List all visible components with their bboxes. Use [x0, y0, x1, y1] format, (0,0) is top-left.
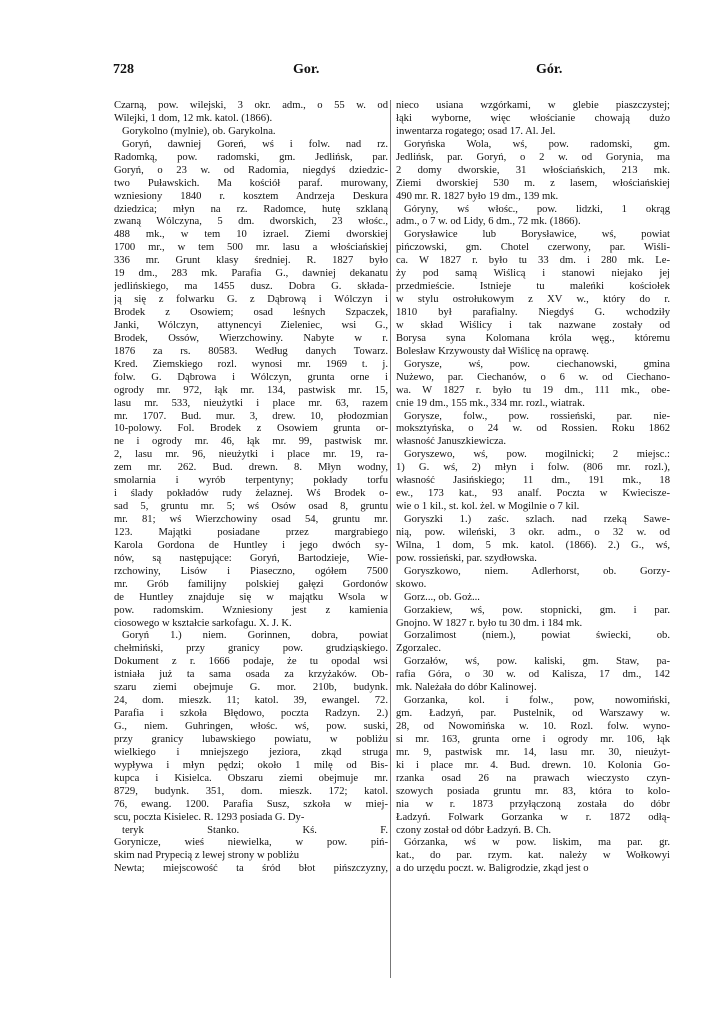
- text-line: Goryszki 1.) zaśc. szlach. nad rzeką Sawe-: [404, 514, 670, 525]
- text-line: Nużewo, par. Ciechanów, o 6 w. od Ciechano-: [396, 371, 670, 383]
- text-line: Karola Gordona de Huntley i jego dwóch sy-: [114, 539, 388, 551]
- text-line: smolarnia i wyrób terpentyny; pokłady torfu: [114, 475, 388, 487]
- text-line: Jedlińsk, par. Goryń, o 2 w. od Gorynia, ma: [396, 151, 670, 163]
- left-running-head: Gor.: [293, 62, 320, 77]
- text-line: czony został od dóbr Ładzyń. B. Ch.: [396, 824, 552, 836]
- text-line: wie o 1 kil., st. kol. żel. w Mogilnie o 7 kil.: [396, 501, 580, 513]
- right-running-head: Gór.: [536, 62, 563, 77]
- text-line: pow. rossieński, par. szydłowska.: [396, 552, 537, 564]
- text-line: 1810 był parafialny. Niegdyś G. wchodziły: [396, 307, 670, 318]
- text-line: 10-polowy. Fol. Brodek z Osowiem grunta or-: [114, 423, 388, 435]
- text-line: mr. 81; wś Wierzchowiny osad 54, gruntu mr.: [114, 514, 388, 525]
- text-line: Ładzyń. Folwark Gorzanka w r. 1872 odłą-: [396, 811, 670, 823]
- text-line: Górzanka, wś w pow. liskim, ma par. gr.: [404, 837, 670, 849]
- text-line: własność Januszkiewicza.: [396, 436, 507, 448]
- text-line: 2, lasu mr. 96, nieużytki i place mr. 19, ra-: [114, 449, 388, 461]
- text-line: przedmieście. Istnieje tu maleńki kościołek: [396, 281, 670, 293]
- text-line: Goryńska Wola, wś, pow. radomski, gm.: [404, 138, 670, 150]
- text-line: Goryń, dawniej Goreń, wś i folw. nad rz.: [122, 138, 388, 150]
- text-line: nieco usiana wzgórkami, w glebie piaszczystej;: [396, 100, 670, 111]
- text-line: a do urzędu poczt. w. Baligrodzie, zkąd jest o: [396, 863, 589, 875]
- text-line: kat., do par. rzym. kat. należy w Wołkowyi: [396, 850, 670, 862]
- text-line: 2 domy dworskie, 31 włościańskich, 213 mk.: [396, 164, 670, 176]
- text-line: łąki wyborne, więc włościanie chowają dużo: [396, 112, 670, 124]
- page-number: 728: [113, 62, 134, 77]
- text-line: Gorykolno (mylnie), ob. Garykolna.: [122, 125, 276, 137]
- text-line: cnie 19 dm., 155 mk., 334 mr. rozl., wiatrak.: [396, 397, 585, 409]
- text-line: Brodek, Ossów, Wierzchowiny. Nabyte w r.: [114, 332, 388, 344]
- text-line: w skład Wiślicy i tak nazwane zostały od: [396, 319, 670, 331]
- text-line: Parafia i szkoła Błędowo, poczta Radzyn. 2.): [114, 708, 388, 720]
- text-line: Radomką, pow. radomski, gm. Jedlińsk, par.: [114, 151, 388, 163]
- text-line: Gorysze, wś, pow. ciechanowski, gmina: [404, 358, 670, 370]
- text-line: 28, od Nowomińska w. 10. Rozl. folw. wyno-: [396, 721, 670, 732]
- text-line: Gorz..., ob. Goż...: [404, 591, 480, 603]
- text-line: two Puławskich. Ma kościół paraf. murowany,: [114, 177, 388, 189]
- text-line: rzchowiny, Lisów i Piaseczno, ogółem 7500: [114, 565, 388, 577]
- text-line: Gorysławice lub Borysławice, wś, powiat: [404, 229, 670, 241]
- text-line: jedlińskiego, ma 1455 dusz. Dobra G. składa-: [114, 281, 388, 293]
- text-line: Czarną, pow. wilejski, 3 okr. adm., o 55 w. od: [114, 100, 388, 111]
- text-line: ciosowego w kształcie sarkofagu. X. J. K.: [114, 617, 292, 629]
- text-line: 1) G. wś, 2) młyn i folw. (806 mr. rozl.),: [396, 462, 670, 474]
- text-line: teryk Stanko. Kś. F.: [122, 824, 388, 836]
- text-line: istniała już ta sama osada za krzyżaków. Ob-: [114, 669, 388, 681]
- text-line: w stylu ostrołukowym z XV w., który do r.: [396, 294, 670, 306]
- text-line: Bolesław Krzywousty dał Wiślicę na oprawę.: [396, 345, 589, 357]
- text-line: ki i place mr. 4. Bud. drewn. 10. Kolonia Go-: [396, 759, 670, 771]
- text-line: si mr. 163, grunta orne i ogrody mr. 106, łąk: [396, 733, 670, 745]
- text-line: Zgorzalec.: [396, 643, 441, 655]
- text-line: 19 dm., 283 mk. Parafia G., dawniej dekanatu: [114, 268, 388, 280]
- right-text-column: [396, 100, 670, 876]
- text-line: dziedzica; młyn na rz. Radomce, hutę szklaną: [114, 203, 388, 215]
- text-line: Borysa syna Kolomana króla węg., któremu: [396, 332, 670, 344]
- text-line: moksztyńska, o 24 w. od Rossien. Roku 1862: [396, 423, 670, 435]
- text-line: Gorzałów, wś, pow. kaliski, gm. Staw, pa-: [404, 656, 670, 668]
- text-line: ew., 173 kat., 93 analf. Poczta w Kwiecisze-: [396, 488, 670, 500]
- text-line: folw. G. Dąbrowa i Wólczyn, grunta orne i: [114, 371, 388, 383]
- text-line: nów, są następujące: Goryń, Bartodzieje, Wie-: [114, 552, 388, 564]
- text-line: ży pod samą Wiślicą i stanowi niejako jej: [396, 268, 670, 280]
- text-line: zem mr. 262. Bud. drewn. 8. Młyn wodny,: [114, 462, 388, 474]
- text-line: skowo.: [396, 578, 427, 590]
- text-line: Kred. Ziemskiego rozl. wynosi mr. 1969 t. j.: [114, 358, 388, 370]
- text-line: mr. Grób familijny polskiej gałęzi Gordonów: [114, 578, 388, 590]
- text-line: ne i ogrody mr. 46, łąk mr. 99, pastwisk mr.: [114, 436, 388, 448]
- text-line: szaru ziemi obejmuje G. mor. 210b, budynk.: [114, 682, 388, 694]
- text-line: Gorysze, folw., pow. rossieński, par. nie-: [404, 410, 670, 422]
- page-header: [113, 62, 674, 82]
- text-line: ogrody mr. 972, łąk mr. 134, pastwisk mr. 15,: [114, 384, 388, 396]
- text-line: Gorzanka, kol. i folw., pow, nowomiński,: [404, 695, 670, 707]
- text-line: Gnojno. W 1827 r. było tu 30 dm. i 184 mk.: [396, 617, 583, 629]
- text-line: wzniesiony 1840 r. kosztem Andrzeja Deskura: [114, 190, 388, 202]
- text-line: wielkiego i mniejszego jeziora, zkąd struga: [114, 746, 388, 758]
- text-line: adm., o 7 w. od Lidy, 6 dm., 72 mk. (1866).: [396, 216, 581, 228]
- text-line: Goryń, o 23 w. od Radomia, niegdyś dziedzic-: [114, 164, 388, 176]
- text-line: ją się z folwarku G. z Dąbrową i Wólczyn i: [114, 294, 388, 306]
- text-line: nia w r. 1873 przyłączoną została do dóbr: [396, 798, 670, 810]
- text-line: Góryny, wś włośc., pow. lidzki, 1 okrąg: [404, 203, 670, 215]
- text-line: Ziemi dworskiej 530 m. z lasem, włościańskiej: [396, 177, 670, 189]
- text-line: mr. 9, pastwisk mr. 14, lasu mr. 30, nieużyt-: [396, 746, 670, 758]
- text-line: mk. Należała do dóbr Kalinowej.: [396, 682, 537, 694]
- text-line: lasu mr. 533, nieużytki i place mr. 63, razem: [114, 397, 388, 409]
- text-line: 488 mk., w tem 10 izrael. Ziemi dworskiej: [114, 229, 388, 241]
- text-line: Janki, Wólczyn, attynencyi Zieleniec, wsi G.,: [114, 319, 388, 331]
- text-line: Goryń 1.) niem. Gorinnen, dobra, powiat: [122, 630, 388, 642]
- text-line: 1700 mr., w tem 500 mr. lasu a włościańskiej: [114, 242, 388, 254]
- text-line: wypływa i młyn pędzi; około 1 milę od Bis-: [114, 759, 388, 771]
- text-line: Newta; miejscowość ta śród błot pińszczyzny,: [114, 863, 388, 875]
- text-line: kupca i Kisielca. Obszaru ziemi obejmuje mr.: [114, 772, 388, 784]
- text-line: G., niem. Guhringen, włośc. wś, pow. suski,: [114, 721, 388, 732]
- text-line: mr. 1707. Bud. mur. 3, drew. 10, płodozmian: [114, 410, 388, 422]
- text-line: de Huntley znajduje się w majątku Wsola w: [114, 591, 388, 603]
- text-line: wa. W 1827 r. było tu 19 dm., 111 mk., obe-: [396, 384, 670, 396]
- text-line: przy granicy lubawskiego powiatu, w pobliżu: [114, 733, 388, 745]
- text-line: Dokument z r. 1666 podaje, że tu opodal wsi: [114, 656, 388, 668]
- text-line: scu, poczta Kisielec. R. 1293 posiada G. Dy-: [114, 811, 305, 823]
- text-line: skim nad Prypecią z lewej strony w pobliżu: [114, 850, 300, 862]
- left-text-column: [114, 100, 388, 876]
- text-line: Gorzalimost (niem.), powiat świecki, ob.: [404, 630, 670, 642]
- text-line: Wilejki, 1 dom, 12 mk. katol. (1866).: [114, 112, 273, 124]
- text-line: i ślady pokładów rudy żelaznej. Wś Brodek o-: [114, 488, 388, 500]
- text-line: Wilna, 1 dom, 5 mk. katol. (1866). 2.) G., wś,: [396, 539, 670, 551]
- text-line: rafia Góra, o 30 w. od Kalisza, 17 dm., 142: [396, 669, 670, 681]
- text-line: 24, dom. mieszk. 11; katol. 39, ewangel. 72.: [114, 695, 388, 707]
- text-line: 123. Majątki posiadane przez margrabiego: [114, 526, 388, 538]
- text-line: Goryszewo, wś, pow. mogilnicki; 2 miejsc.:: [404, 449, 670, 461]
- text-line: szowych posiada gruntu mr. 83, która to kolo-: [396, 785, 670, 797]
- text-line: gm. Ładzyń, par. Pustelnik, od Warszawy w.: [396, 708, 670, 720]
- text-line: pow. radomskim. Wzniesiony jest z kamienia: [114, 604, 388, 616]
- text-line: Brodek z Osowiem; osad leśnych Szpaczek,: [114, 307, 388, 318]
- text-line: 8729, budynk. 351, dom. mieszk. 172; katol.: [114, 785, 388, 797]
- text-line: nią, pow. wileński, 3 okr. adm., o 32 w. od: [396, 526, 670, 538]
- text-line: ca. W 1827 r. było tu 33 dm. i 280 mk. Le-: [396, 255, 670, 267]
- text-line: sad 5, gruntu mr. 5; wś Osów osad 8, gruntu: [114, 501, 388, 513]
- text-line: Goryszkowo, niem. Adlerhorst, ob. Gorzy-: [404, 565, 670, 577]
- text-line: 336 mr. Grunt klasy średniej. R. 1827 było: [114, 255, 388, 267]
- column-divider: [390, 100, 391, 978]
- text-line: chełmiński, przy granicy pow. grudziąskiego.: [114, 643, 388, 655]
- text-line: Gorzakiew, wś, pow. stopnicki, gm. i par.: [404, 604, 670, 616]
- text-line: zwaną Wólczyna, 5 dm. dworskich, 23 włośc.,: [114, 216, 388, 228]
- text-line: własność Jasińskiego; 11 dm., 191 mk., 18: [396, 475, 670, 487]
- text-line: Gorynicze, wieś niewielka, w pow. piń-: [114, 837, 388, 849]
- text-line: rzanka osad 26 na prawach wieczysto czyn-: [396, 772, 670, 784]
- text-line: pińczowski, gm. Chotel czerwony, par. Wiśli-: [396, 242, 670, 254]
- text-line: 490 mr. R. 1827 było 19 dm., 139 mk.: [396, 190, 559, 202]
- text-line: 1876 za rs. 80583. Według danych Towarz.: [114, 345, 388, 357]
- text-line: 76, ewang. 1200. Parafia Susz, szkoła w miej-: [114, 798, 388, 810]
- text-line: inwentarza rogatego; osad 17. Al. Jel.: [396, 125, 556, 137]
